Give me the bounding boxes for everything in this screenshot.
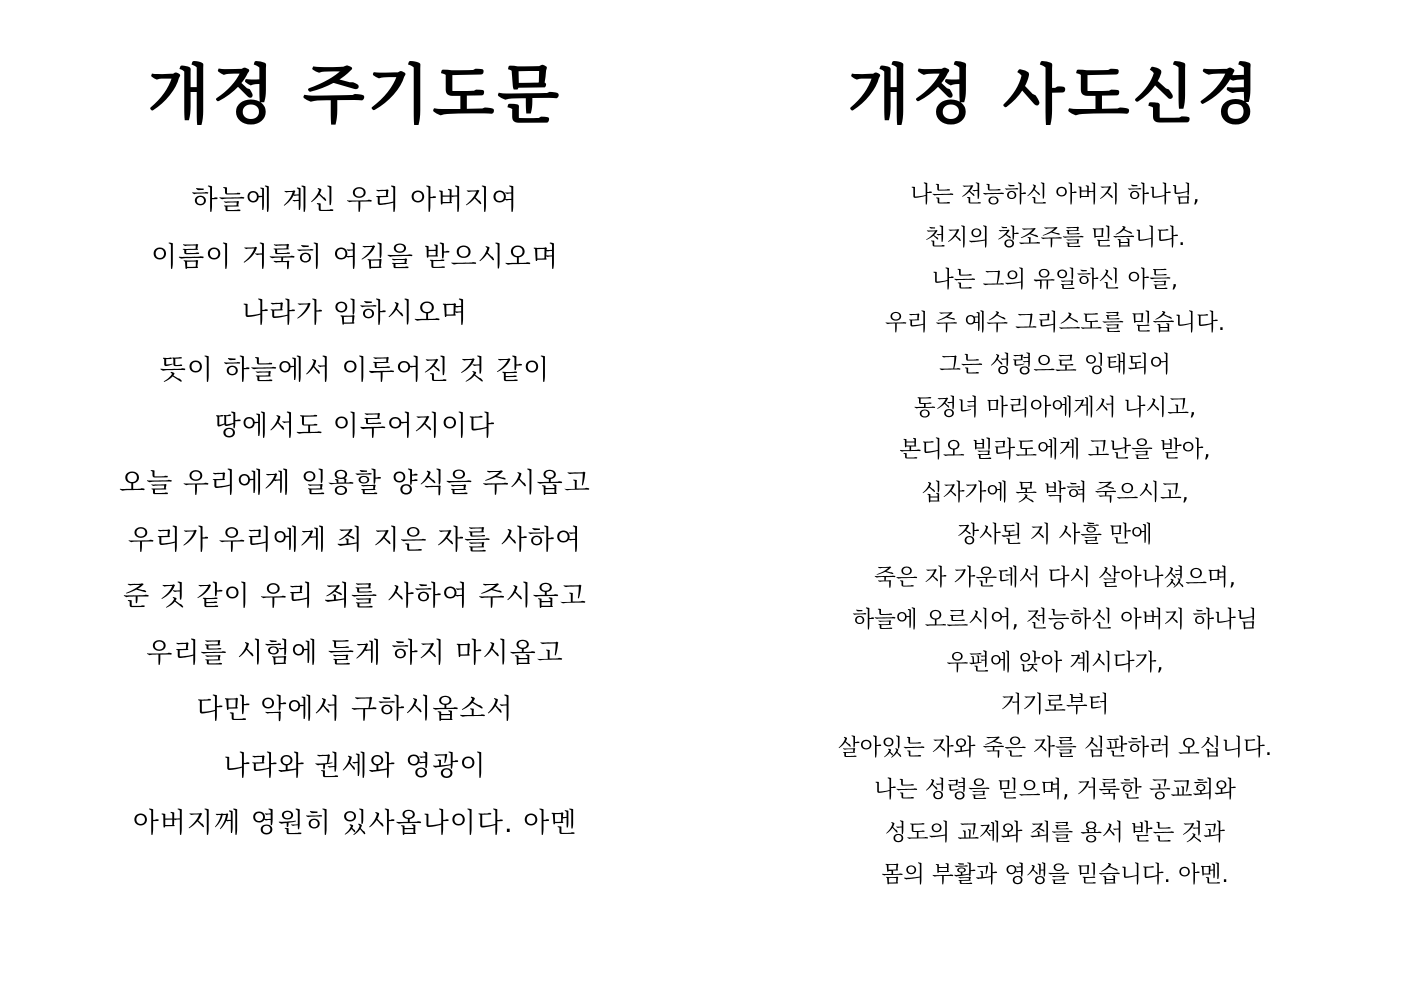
lords-prayer-lines (60, 173, 650, 852)
prayer-line: 땅에서도 이루어지이다 (214, 411, 496, 443)
lords-prayer-section (60, 0, 650, 852)
creed-line: 그는 성령으로 잉태되어 (939, 352, 1171, 378)
apostles-creed-title: 개정 사도신경 (847, 59, 1263, 133)
creed-line: 동정녀 마리아에게서 나시고, (913, 394, 1197, 421)
creed-line: 나는 성령을 믿으며, 거룩한 공교회와 (874, 777, 1236, 803)
creed-line: 몸의 부활과 영생을 믿습니다. 아멘. (881, 862, 1229, 888)
creed-line: 죽은 자 가운데서 다시 살아나셨으며, (874, 564, 1236, 591)
prayer-line: 나라와 권세와 영광이 (223, 750, 487, 782)
creed-line: 살아있는 자와 죽은 자를 심판하러 오십니다. (837, 734, 1273, 761)
prayer-line: 이름이 거룩히 여김을 받으시오며 (151, 241, 559, 273)
creed-line: 나는 그의 유일하신 아들, (932, 267, 1178, 293)
creed-line: 본디오 빌라도에게 고난을 받아, (899, 437, 1211, 463)
creed-line: 거기로부터 (1000, 692, 1110, 718)
prayer-line: 준 것 같이 우리 죄를 사하여 주시옵고 (123, 581, 587, 613)
creed-line: 천지의 창조주를 믿습니다. (924, 224, 1186, 251)
creed-line: 성도의 교제와 죄를 용서 받는 것과 (884, 819, 1226, 846)
prayer-line: 다만 악에서 구하시옵소서 (196, 694, 514, 726)
lords-prayer-title: 개정 주기도문 (147, 59, 563, 133)
creed-line: 우편에 앉아 계시다가, (946, 649, 1164, 676)
prayer-line: 오늘 우리에게 일용할 양식을 주시옵고 (119, 467, 591, 499)
apostles-creed-lines (760, 174, 1350, 897)
prayer-line: 나라가 임하시오며 (241, 298, 469, 330)
creed-line: 장사된 지 사흘 만에 (957, 522, 1153, 548)
prayer-line: 아버지께 영원히 있사옵나이다. 아멘 (132, 807, 578, 839)
creed-line: 십자가에 못 박혀 죽으시고, (921, 479, 1189, 506)
prayer-line: 뜻이 하늘에서 이루어진 것 같이 (159, 354, 551, 386)
apostles-creed-section (760, 0, 1350, 897)
creed-line: 나는 전능하신 아버지 하나님, (910, 182, 1200, 208)
prayer-line: 하늘에 계신 우리 아버지여 (191, 185, 519, 216)
creed-line: 우리 주 예수 그리스도를 믿습니다. (884, 309, 1226, 336)
prayer-line: 우리를 시험에 들게 하지 마시옵고 (146, 637, 564, 669)
prayer-line: 우리가 우리에게 죄 지은 자를 사하여 (127, 524, 583, 556)
creed-line: 하늘에 오르시어, 전능하신 아버지 하나님 (852, 607, 1258, 633)
